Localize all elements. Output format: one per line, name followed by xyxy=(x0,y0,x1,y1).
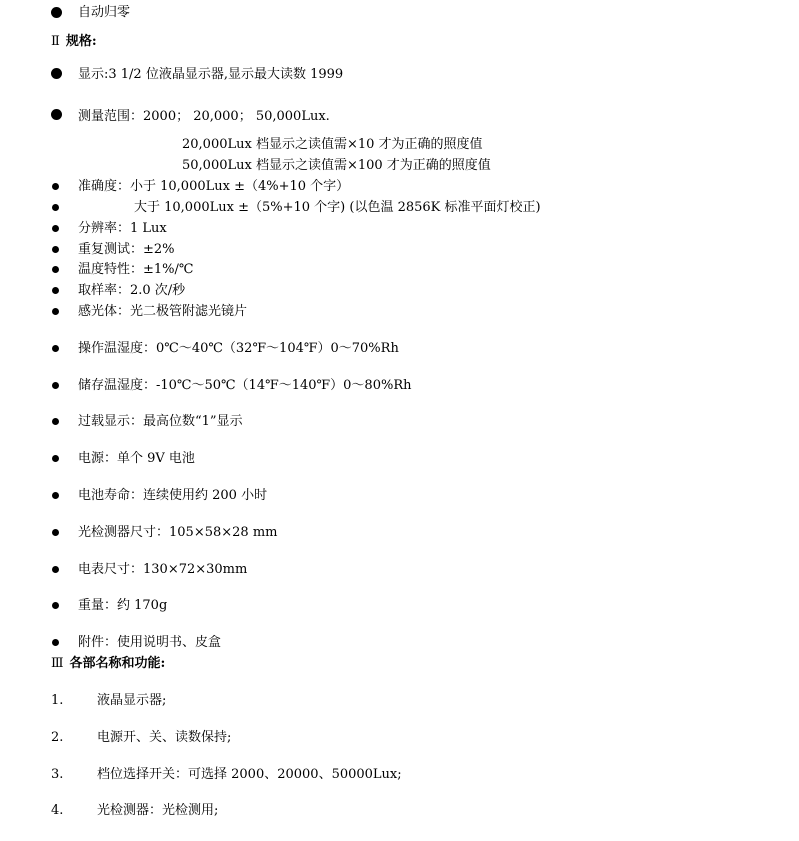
section-title: 各部名称和功能: xyxy=(69,656,166,671)
list-item-text: 重复测试：±2% xyxy=(78,242,175,257)
list-item-text: 电源：单个 9V 电池 xyxy=(78,451,195,466)
bullet-icon xyxy=(51,7,62,18)
list-item-text: 准确度：小于 10,000Lux ±（4%+10 个字） xyxy=(78,179,350,194)
list-item-text: 过载显示：最高位数“1”显示 xyxy=(78,414,243,429)
list-item-text: 电表尺寸：130×72×30mm xyxy=(78,562,248,577)
list-item-text: 重量：约 170g xyxy=(78,598,168,613)
bullet-icon xyxy=(52,382,59,389)
list-item-text: 自动归零 xyxy=(78,5,131,20)
bullet-icon xyxy=(51,109,62,120)
bullet-icon xyxy=(52,492,59,499)
bullet-icon xyxy=(52,639,59,646)
item-text: 光检测器：光检测用; xyxy=(97,803,219,818)
item-text: 档位选择开关：可选择 2000、20000、50000Lux; xyxy=(97,767,402,782)
bullet-icon xyxy=(52,225,59,232)
bullet-icon xyxy=(52,204,59,211)
bullet-icon xyxy=(52,308,59,315)
list-item-text: 电池寿命：连续使用约 200 小时 xyxy=(78,488,268,503)
item-number: 3. xyxy=(51,767,64,782)
list-item-text: 操作温湿度：0℃～40℃（32℉～104℉）0～70%Rh xyxy=(78,341,399,356)
document-page: 自动归零 Ⅱ 规格: 显示:3 1/2 位液晶显示器,显示最大读数 1999 测量范围：2000； 20,000； 50,000Lux. 20,000Lux 档显示之读值需×10 才为正确的照度值 50,000Lux 档显示之读值需×100 才为正确的照度值 准确度：小于 10,000Lux ±（4%+10 个字） 大于 10,000Lux ±（5%+10 个字) (以色温 2856K 标准平面灯校正) 分辨率：1 Lux 重复测试：±2% 温度特性：±1%/℃ 取样率：2.0 次/秒 感光体：光二极管附滤光镜片 操作温湿度：0℃～40℃（32℉～104℉）0～70%Rh 储存温湿度：-10℃～50℃（14℉～140℉）0～80%Rh 过载显示：最高位数“1”显示 电源：单个 9V 电池 电池寿命：连续使用约 200 小时 光检测器尺寸：105×58×28 mm 电表尺寸：130×72×30mm 重量：约 170g 附件：使用说明书、皮盒 Ⅲ 各部名称和功能: 1. 液晶显示器; 2. 电源开、关、读数保持; 3. 档位选择开关：可选择 2000、20000、50000Lux; 4. 光检测器：光检测用; xyxy=(51,5,541,818)
section-numeral: Ⅱ xyxy=(51,34,60,49)
bullet-icon xyxy=(52,345,59,352)
item-text: 电源开、关、读数保持; xyxy=(97,730,232,745)
bullet-icon xyxy=(52,602,59,609)
list-item-text: 附件：使用说明书、皮盒 xyxy=(78,635,222,650)
list-item-text: 显示:3 1/2 位液晶显示器,显示最大读数 1999 xyxy=(78,67,344,82)
list-item-text: 感光体：光二极管附滤光镜片 xyxy=(78,304,248,319)
item-number: 2. xyxy=(51,730,64,745)
section-title: 规格: xyxy=(65,34,97,49)
section-numeral: Ⅲ xyxy=(51,656,64,671)
bullet-icon xyxy=(52,455,59,462)
bullet-icon xyxy=(52,529,59,536)
list-item-text: 温度特性：±1%/℃ xyxy=(78,262,194,277)
list-item-text: 测量范围：2000； 20,000； 50,000Lux. xyxy=(78,109,330,124)
list-item-text: 光检测器尺寸：105×58×28 mm xyxy=(78,525,278,540)
bullet-icon xyxy=(52,566,59,573)
item-number: 1. xyxy=(51,693,64,708)
bullet-icon xyxy=(52,287,59,294)
list-item-text: 取样率：2.0 次/秒 xyxy=(78,283,186,298)
list-item-text: 分辨率：1 Lux xyxy=(78,221,167,236)
list-item-text: 储存温湿度：-10℃～50℃（14℉～140℉）0～80%Rh xyxy=(78,378,412,393)
bullet-icon xyxy=(51,68,62,79)
bullet-icon xyxy=(52,246,59,253)
bullet-icon xyxy=(52,418,59,425)
item-number: 4. xyxy=(51,803,64,818)
list-item-text: 大于 10,000Lux ±（5%+10 个字) (以色温 2856K 标准平面灯校正) xyxy=(134,200,541,215)
item-text: 液晶显示器; xyxy=(97,693,167,708)
bullet-icon xyxy=(52,266,59,273)
bullet-icon xyxy=(52,183,59,190)
